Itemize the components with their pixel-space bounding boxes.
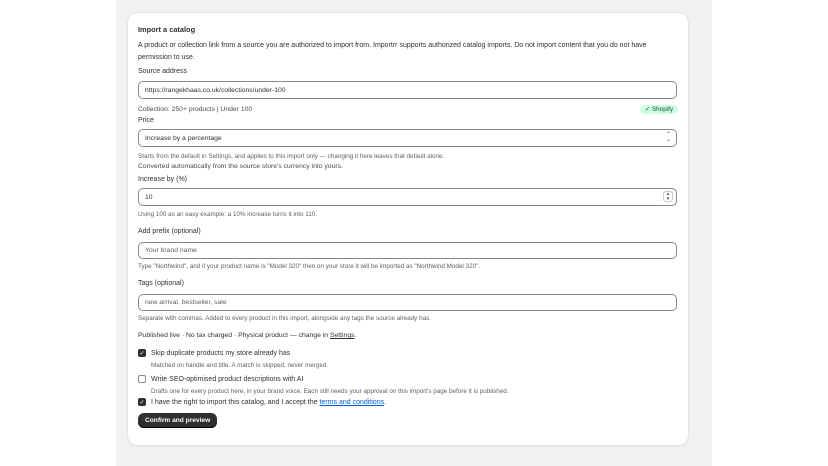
shopify-badge (640, 105, 678, 114)
seo-checkbox[interactable] (138, 375, 146, 383)
rights-end: . (384, 398, 387, 406)
tags-placeholder: new arrival, bestseller, sale (145, 299, 227, 306)
settings-summary-end: . (354, 332, 357, 339)
source-address-input[interactable] (138, 81, 677, 99)
price-label: Price (138, 117, 154, 124)
currency-help: Converted automatically from the source store's currency into yours. (138, 163, 343, 170)
checkmark-icon: ✓ (644, 106, 650, 113)
card-title: Import a catalog (138, 25, 196, 34)
increase-input[interactable] (138, 188, 677, 206)
skip-duplicates-checkbox[interactable]: ✓ (139, 350, 145, 357)
terms-link[interactable]: terms and conditions (319, 398, 385, 406)
price-select-value: Increase by a percentage (145, 134, 222, 142)
prefix-label: Add prefix (optional) (138, 228, 201, 235)
rights-text (151, 399, 386, 406)
tags-help: Separate with commas. Added to every product in this import, alongside any tags the source already has. (138, 315, 431, 322)
seo-help: Drafts one for every product here, in your brand voice. Each still needs your approval on this import's page before it is published. (151, 388, 509, 395)
rights-label: I have the right to import this catalog, and I accept the (151, 398, 320, 406)
prefix-help: Type "Northwind", and if your product name is "Model 320" then on your store it will be imported as "Northwind Model 320". (138, 263, 481, 270)
source-address-label: Source address (138, 68, 188, 75)
settings-summary-text: Published live · No tax charged · Physical product — change in (138, 332, 330, 339)
settings-link[interactable]: Settings (329, 332, 355, 339)
rights-option[interactable] (138, 398, 678, 406)
skip-duplicates-label: Skip duplicate products my store already has (151, 349, 291, 357)
price-help: Starts from the default in Settings, and applies to this import only — changing it here leaves that default alone. (138, 153, 445, 160)
chevron-up-down-icon: ⌃ ⌄ (665, 132, 671, 143)
rights-checkbox[interactable]: ✓ (139, 399, 145, 406)
seo-label: Write SEO-optimised product descriptions with AI (151, 375, 304, 383)
increase-label: Increase by (%) (138, 176, 188, 183)
import-catalog-card (128, 13, 688, 445)
shopify-badge-label: Shopify (651, 106, 673, 113)
source-address-value: https://rangekhaas.co.uk/collections/under-100 (145, 86, 286, 94)
prefix-placeholder: Your brand name (145, 247, 197, 254)
confirm-preview-button[interactable]: Confirm and preview (138, 413, 217, 428)
increase-help: Using 100 as an easy example: a 10% increase turns it into 110. (138, 211, 318, 218)
skip-duplicates-help: Matched on handle and title. A match is skipped, never merged. (151, 362, 329, 369)
card-description: A product or collection link from a source you are authorized to import from. Importrr supports authorized catalog imports. Do not import content that you do not have permission to use. (138, 42, 647, 61)
increase-value: 10 (145, 193, 153, 201)
price-select[interactable] (138, 129, 677, 147)
collection-info: Collection: 250+ products | Under 100 (138, 105, 253, 113)
seo-option[interactable] (138, 375, 678, 383)
tags-label: Tags (optional) (138, 280, 184, 287)
skip-duplicates-option[interactable] (138, 349, 678, 357)
tags-input[interactable] (138, 294, 677, 311)
stepper-arrows-icon[interactable]: ▴ ▾ (663, 191, 673, 202)
settings-summary (138, 330, 678, 341)
prefix-input[interactable] (138, 242, 677, 259)
